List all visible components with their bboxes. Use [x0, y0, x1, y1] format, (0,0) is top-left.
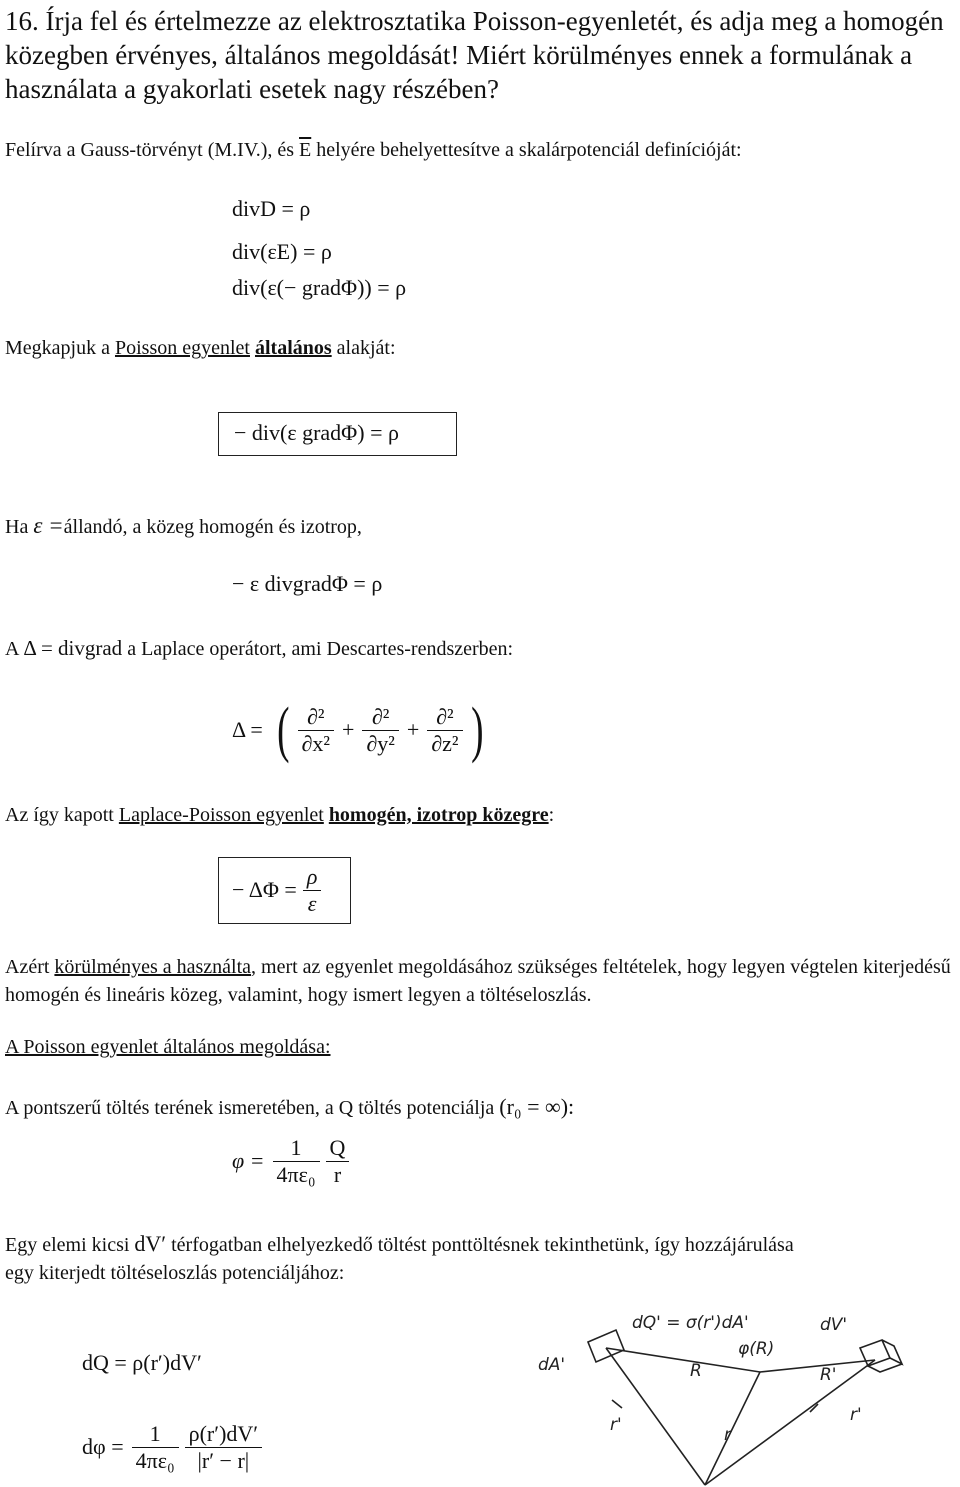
- element-pre: Egy elemi kicsi: [5, 1234, 135, 1256]
- q-over-r: [326, 1135, 350, 1188]
- e-vector-symbol: $\overline{E}$: [299, 139, 312, 161]
- open-paren: (: [276, 695, 290, 764]
- constant-eps-paragraph: [5, 512, 362, 541]
- homog-post: :: [548, 804, 555, 826]
- general-formula: − div(ε gradΦ) = ρ: [234, 420, 399, 445]
- phi-den2: r: [326, 1161, 350, 1188]
- dphi-den2: |r′ − r|: [185, 1447, 262, 1474]
- sketch-label-R: R: [690, 1361, 702, 1381]
- point-charge-cond: (r₀ = ∞):: [499, 1094, 575, 1119]
- homog-lhs: − ΔΦ =: [232, 877, 297, 902]
- sketch-label-R-prime: R': [820, 1365, 837, 1385]
- d2z-num: ∂²: [436, 703, 454, 729]
- general-bold: általános: [254, 337, 332, 359]
- const-post: állandó, a közeg homogén és izotrop,: [63, 516, 362, 538]
- d2z-den: ∂z²: [427, 730, 462, 757]
- intro-post: helyére behelyettesítve a skalárpotenciál definícióját:: [311, 139, 742, 161]
- phi-lhs: φ =: [232, 1148, 265, 1173]
- general-post: alakját:: [331, 337, 396, 359]
- dphi-formula: [82, 1412, 262, 1482]
- line-R: [606, 1348, 760, 1372]
- line-r: [705, 1372, 760, 1485]
- intro-pre: Felírva a Gauss-törvényt (M.IV.), és: [5, 139, 300, 161]
- phi-num1: 1: [290, 1134, 302, 1160]
- eq-div-d: divD = ρ: [232, 196, 311, 221]
- why-post: , mert az egyenlet megoldásához szükséges feltételek, hogy legyen végtelen kiterjedésű homogén és lineáris közeg, valamint, hogy ismert legyen a töltéseloszlás.: [5, 956, 951, 1006]
- dphi-lhs: dφ =: [82, 1434, 124, 1459]
- element-post: térfogatban elhelyezkedő töltést ponttöltésnek tekinthetünk, így hozzájárulása: [166, 1234, 794, 1256]
- sketch-label-da: dA': [538, 1355, 566, 1375]
- d2y-num: ∂²: [371, 703, 390, 729]
- plus-1: +: [341, 717, 355, 742]
- eps: ε: [303, 890, 322, 917]
- laplace-operator: [232, 690, 487, 770]
- laplace-lhs: Δ =: [232, 717, 263, 742]
- rho-over-eps: [303, 864, 322, 917]
- homogeneous-paragraph: [5, 801, 554, 829]
- dphi-num1: 1: [149, 1420, 161, 1446]
- dphi-den1: 4πε₀: [132, 1447, 179, 1474]
- sketch-label-dq: dQ' = σ(r')dA': [632, 1313, 749, 1333]
- point-charge-text: A pontszerű töltés terének ismeretében, a Q töltés potenciálja: [5, 1097, 495, 1119]
- homog-pre: Az így kapott: [5, 804, 119, 826]
- homog-bold: homogén, izotrop közegre: [328, 804, 549, 826]
- eps-symbol: ε =: [33, 513, 64, 538]
- close-paren: ): [470, 695, 484, 764]
- dphi-frac2: [185, 1421, 262, 1474]
- laplace-pre: A: [5, 638, 24, 660]
- homog-formula: [232, 860, 321, 920]
- line-R-prime: [760, 1360, 875, 1372]
- sketch-label-r-prime-2: r': [850, 1405, 862, 1425]
- question-title: 16. Írja fel és értelmezze az elektrosztatika Poisson-egyenletét, és adja meg a homogén közegben érvényes, általános megoldását! Miért körülményes ennek a formulának a használata a gyakorlati esetek nagy részében?: [5, 6, 944, 104]
- sketch-label-r: r: [724, 1425, 731, 1445]
- one-over-4pieps: [273, 1135, 320, 1188]
- eq-div-eps-e: div(εE) = ρ: [232, 239, 332, 264]
- why-link: körülményes a használta: [54, 956, 252, 978]
- dv-symbol: dV′: [134, 1231, 167, 1256]
- plus-2: +: [406, 717, 420, 742]
- intro-paragraph: [5, 136, 742, 164]
- sketch-label-phi: φ(R): [738, 1339, 775, 1359]
- surface-element-da: [588, 1330, 624, 1362]
- eq-div-eps-grad: div(ε(− gradΦ)) = ρ: [232, 275, 407, 300]
- element-line2: egy kiterjedt töltéseloszlás potenciáljához:: [5, 1262, 345, 1284]
- d2z-term: [427, 704, 462, 757]
- d2x-num: ∂²: [307, 703, 325, 729]
- why-paragraph: [5, 953, 955, 1009]
- solution-heading: A Poisson egyenlet általános megoldása:: [5, 1036, 331, 1058]
- laplace-symbol: Δ = divgrad: [23, 636, 123, 660]
- laplace-paragraph: [5, 634, 513, 663]
- poisson-link: Poisson egyenlet: [114, 337, 250, 359]
- sketch-label-dv: dV': [820, 1315, 848, 1335]
- d2x-term: [298, 704, 334, 757]
- general-pre: Megkapjuk a: [5, 337, 115, 359]
- why-pre: Azért: [5, 956, 55, 978]
- general-form-paragraph: [5, 334, 396, 362]
- d2x-den: ∂x²: [298, 730, 334, 757]
- point-charge-paragraph: [5, 1093, 574, 1122]
- const-pre: Ha: [5, 516, 34, 538]
- rho: ρ: [306, 863, 318, 889]
- dphi-frac1: [132, 1421, 179, 1474]
- laplace-poisson-link: Laplace-Poisson egyenlet: [118, 804, 324, 826]
- d2y-term: [362, 704, 398, 757]
- dphi-num2: ρ(r′)dV′: [188, 1420, 259, 1446]
- d2y-den: ∂y²: [362, 730, 398, 757]
- phi-den1: 4πε₀: [273, 1161, 320, 1188]
- const-formula: − ε divgradΦ = ρ: [232, 571, 383, 596]
- laplace-post: a Laplace operátort, ami Descartes-rendszerben:: [122, 638, 514, 660]
- element-paragraph: [5, 1230, 955, 1287]
- charge-distribution-sketch: [520, 1300, 960, 1487]
- dq-formula: dQ = ρ(r′)dV′: [82, 1350, 202, 1375]
- phi-num2: Q: [329, 1134, 346, 1160]
- sketch-label-r-prime-1: r': [610, 1415, 622, 1435]
- phi-formula: [232, 1126, 349, 1196]
